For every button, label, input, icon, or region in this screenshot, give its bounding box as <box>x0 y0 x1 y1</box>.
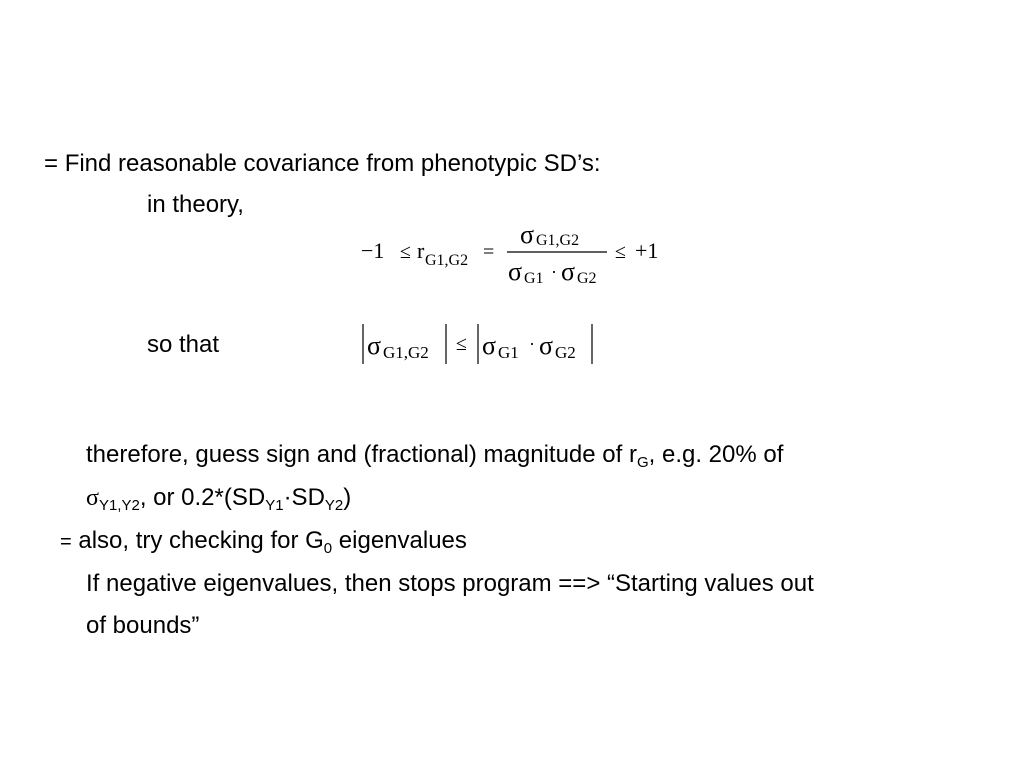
eq-den-subscript1: G1 <box>524 270 544 287</box>
subscript-g: G <box>636 454 649 471</box>
eq-num-sigma: σ <box>520 220 535 249</box>
so-that-line <box>147 331 219 359</box>
line-text-a: therefore, guess sign and (fractional) magnitude of r <box>86 441 637 468</box>
sigma-symbol: σ <box>86 485 99 511</box>
eq2-subscript-r1: G1 <box>498 343 519 362</box>
eq-leq2: ≤ <box>615 241 626 263</box>
negative-eigenvalues-line <box>86 570 814 598</box>
bullet-equals: = <box>60 531 72 553</box>
line-text: of bounds” <box>86 612 200 639</box>
subscript-y2: Y2 <box>324 497 344 514</box>
bullet-equals: = <box>44 150 59 177</box>
bullet-line-eigenvalues <box>60 527 467 556</box>
line-text-a: also, try checking for G <box>78 527 324 554</box>
subscript-zero: 0 <box>323 540 333 557</box>
eq-r-subscript: G1,G2 <box>425 252 469 269</box>
line-text-b: , e.g. 20% of <box>648 441 784 468</box>
eq2-subscript-r2: G2 <box>555 343 576 362</box>
line-text-c: ) <box>343 484 352 511</box>
eq-num-subscript: G1,G2 <box>536 232 580 249</box>
eq-den-sigma1: σ <box>508 257 523 286</box>
eq2-subscript-left: G1,G2 <box>383 343 429 362</box>
line-text-b: eigenvalues <box>332 527 467 554</box>
eq-den-dot: · <box>551 262 557 282</box>
line-text: Find reasonable covariance from phenotypic SD’s: <box>64 150 601 177</box>
subscript-y1: Y1 <box>265 497 284 514</box>
eq-leq: ≤ <box>400 241 411 263</box>
subscript-y1y2: Y1,Y2 <box>98 497 140 514</box>
eq2-sigma-r1: σ <box>482 331 497 360</box>
eq-plus-one: +1 <box>635 238 659 263</box>
line-text: so that <box>147 331 220 358</box>
sigma-example-line <box>86 484 351 512</box>
eq2-sigma-r2: σ <box>539 331 554 360</box>
eq2-dot: · <box>529 334 535 354</box>
eq-den-sigma2: σ <box>561 257 576 286</box>
eq-den-subscript2: G2 <box>577 270 597 287</box>
bullet-line-find-covariance <box>44 150 601 178</box>
line-text: If negative eigenvalues, then stops program ==> “Starting values out <box>86 570 814 597</box>
equation-correlation-bounds <box>355 220 675 290</box>
line-text: in theory, <box>147 191 244 218</box>
line-text-a: , or 0.2*(SD <box>139 484 266 511</box>
line-text-b: ·SD <box>283 484 325 511</box>
in-theory-line <box>147 191 244 219</box>
therefore-line <box>86 441 783 469</box>
eq2-leq: ≤ <box>456 333 467 355</box>
out-of-bounds-line <box>86 612 199 640</box>
eq2-sigma-left: σ <box>367 331 382 360</box>
eq-minus-one: −1 <box>361 238 385 263</box>
equation-abs-inequality <box>357 320 602 370</box>
eq-r: r <box>417 238 425 263</box>
eq-equals: = <box>483 241 495 263</box>
